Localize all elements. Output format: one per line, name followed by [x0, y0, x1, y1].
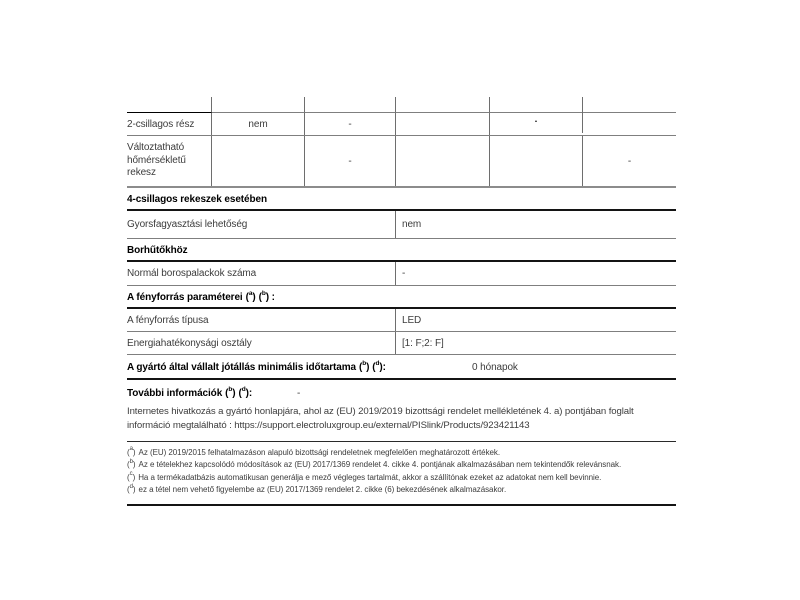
more-info-value: -: [297, 388, 301, 399]
sup-letter: c: [129, 471, 133, 478]
footnote-ref-b: [358, 359, 370, 373]
footnote-marker: [127, 473, 135, 482]
sup-letter: a: [129, 446, 133, 453]
spec-row-wine-bottles: [127, 262, 676, 286]
paren: (: [127, 460, 130, 470]
paren: (: [238, 388, 242, 399]
paren: (: [358, 362, 363, 373]
sup-letter: b: [362, 359, 367, 367]
document-page: [127, 0, 676, 506]
paren: ): [132, 485, 136, 495]
footnote-text: Az e tételekhez kapcsolódó módosítások az (EU) 2017/1369 rendelet 4. cikke 4. pontjának alkalmazásában nem tekintendők relevánsnak.: [138, 460, 622, 470]
spec-value: LED: [395, 309, 676, 331]
sup-letter: d: [241, 385, 246, 393]
cell-value: [396, 113, 490, 135]
paren: ):: [245, 388, 253, 399]
footnote-ref-b: [258, 289, 275, 303]
footnote-item-d: [127, 484, 676, 496]
paren: (: [127, 448, 130, 457]
footnote-ref-a: [245, 289, 256, 303]
spec-value: -: [395, 262, 676, 285]
footnote-marker: [127, 460, 136, 469]
more-info-row: [127, 385, 676, 402]
table-row-variable-temp: [127, 136, 676, 188]
cell-value: -: [305, 113, 396, 135]
spec-label: A fényforrás típusa: [127, 314, 209, 326]
link-paragraph: [127, 405, 676, 433]
continued-table-stub-row: [127, 97, 676, 113]
spec-row-quick-freeze: [127, 211, 676, 239]
footnote-item-c: [127, 472, 676, 484]
spec-label: Energiahatékonysági osztály: [127, 337, 252, 349]
sup-letter: d: [375, 359, 380, 367]
cell-value: -: [627, 155, 632, 167]
paren: (: [245, 292, 249, 303]
spec-row-energy-class: [127, 332, 676, 355]
spec-label: Normál borospalackok száma: [127, 268, 257, 279]
paren: ): [366, 362, 370, 373]
warranty-value: 0 hónapok: [472, 362, 518, 373]
paren: ): [132, 460, 136, 470]
paren: (: [258, 292, 262, 303]
spec-value: nem: [395, 211, 676, 238]
stub-cell: [305, 97, 396, 113]
footnote-text: Ha a termékadatbázis automatikusan generálja e mező végleges tartalmát, akkor a szállítónak ezeket az adatokat nem kell bevinnie.: [138, 472, 602, 482]
paren: ): [252, 292, 256, 303]
row-label: 2-csillagos rész: [127, 113, 212, 135]
spec-row-light-type: [127, 309, 676, 332]
cell-value: [396, 136, 490, 186]
cell-value: [583, 113, 676, 135]
cell-value: nem: [212, 113, 305, 135]
heading-text: 4-csillagos rekeszek esetében: [127, 194, 267, 205]
paren: ): [132, 472, 136, 482]
stub-cell: [127, 97, 212, 113]
footnote-item-b: [127, 459, 676, 471]
sup-letter: a: [248, 289, 253, 297]
section-heading-4-star: [127, 193, 676, 211]
paren: ):: [379, 362, 386, 373]
warranty-row: [127, 359, 676, 380]
paren: ): [232, 388, 236, 399]
cell-value: -: [305, 136, 396, 186]
row-label: Változtatható hőmérsékletű rekesz: [127, 136, 212, 186]
paren: (: [225, 388, 229, 399]
footnote-text: Az (EU) 2019/2015 felhatalmazáson alapuló bizottsági rendeletnek megfelelően meghatározott értékek.: [138, 448, 501, 457]
cell-value: [490, 136, 583, 186]
footnote-ref-d: [372, 359, 386, 373]
sup-letter: b: [228, 385, 233, 393]
spec-label: Gyorsfagyasztási lehetőség: [127, 219, 248, 230]
footnote-text: ez a tétel nem vehető figyelembe az (EU) 2017/1369 rendelet 2. cikke (6) bekezdésének alkalmazásakor.: [138, 485, 507, 495]
heading-text: Borhűtőkhöz: [127, 245, 188, 256]
heading-text: A fényforrás paraméterei: [127, 292, 243, 303]
stub-cell: [396, 97, 490, 113]
section-heading-wine-coolers: [127, 244, 676, 262]
paren: (: [127, 472, 130, 482]
sup-letter: b: [261, 289, 266, 297]
footnote-item-a: [127, 447, 676, 459]
spec-value: [1: F;2: F]: [395, 332, 676, 354]
footnote-ref-d: [238, 385, 253, 399]
sup-letter: b: [129, 458, 133, 465]
stub-cell: [212, 97, 305, 113]
stub-cell: [583, 97, 676, 113]
paragraph-line: Internetes hivatkozás a gyártó honlapjára, ahol az (EU) 2019/2019 bizottsági rendelet mellékletének 4. a) pontjában foglalt: [127, 406, 634, 417]
product-url-line: információ megtalálható : https://support.electroluxgroup.eu/external/PISlink/Products/923421143: [127, 420, 530, 431]
warranty-label: A gyártó által vállalt jótállás minimális időtartama: [127, 362, 356, 373]
footnote-marker: [127, 485, 136, 494]
paren: (: [127, 485, 130, 495]
table-row-2-star: [127, 113, 676, 136]
dot-marker: ▪: [490, 111, 583, 133]
paren: (: [372, 362, 376, 373]
more-info-label: További információk: [127, 388, 223, 399]
section-heading-light-source: [127, 291, 676, 309]
paren: ): [132, 448, 136, 457]
footnote-ref-b: [225, 385, 236, 399]
cell-value: [212, 136, 305, 186]
paren: ) :: [265, 292, 275, 303]
footnotes-section: [127, 441, 676, 506]
sup-letter: d: [129, 483, 133, 490]
footnote-marker: [127, 448, 136, 457]
